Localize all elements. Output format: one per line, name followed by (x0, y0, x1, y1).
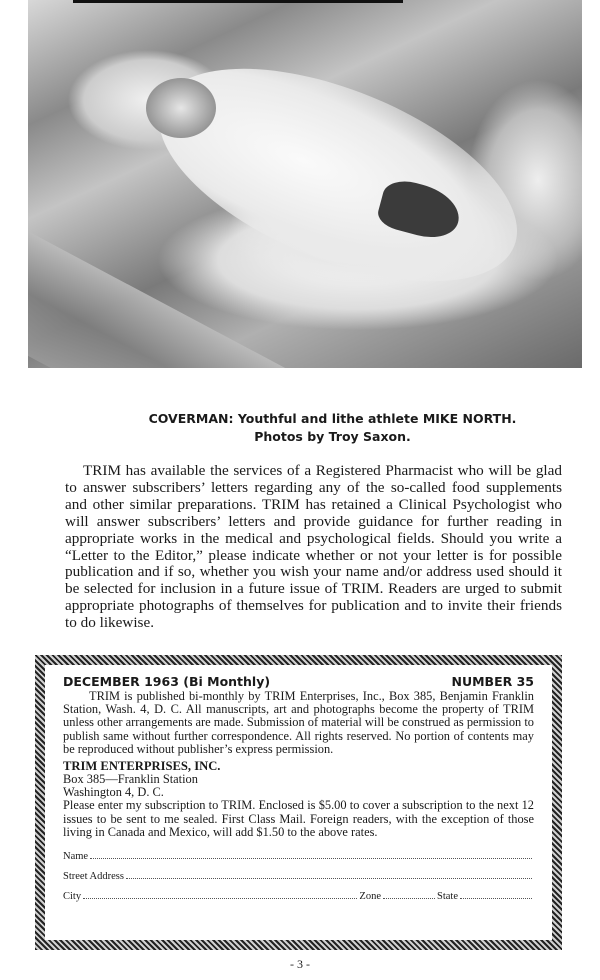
subscription-text: Please enter my subscription to TRIM. Enclosed is $5.00 to cover a subscription to the next 12 issues to be sent to me sealed. First Class Mail. Foreign readers, with the exception of those living in Canada and Mexico, will add $1.50 to the above rates. (63, 798, 534, 839)
issue-date: DECEMBER 1963 (Bi Monthly) (63, 674, 271, 689)
publisher-notice: TRIM is published bi-monthly by TRIM Enterprises, Inc., Box 385, Benjamin Franklin Station, Wash. 4, D. C. All manuscripts, art and photographs become the property of TRIM unless other arrangements are made. Submission of material will be construed as permission to publish same without further correspondence. All rights reserved. No portion of contents may be reproduced without publisher’s express permission. (63, 689, 534, 756)
state-field[interactable] (460, 888, 532, 899)
city-field[interactable] (83, 888, 357, 899)
coverman-photo (28, 0, 582, 368)
street-address-field[interactable] (126, 868, 532, 879)
name-label: Name (63, 851, 89, 863)
street-label: Street Address (63, 871, 124, 883)
subscription-form (63, 847, 534, 907)
address-line-2: Washington 4, D. C. (63, 785, 164, 800)
photo-top-edge (73, 0, 403, 3)
name-row (63, 847, 534, 867)
street-row (63, 867, 534, 887)
photo-model-head (146, 78, 216, 138)
city-row (63, 887, 534, 907)
photo-model-figure (130, 25, 546, 325)
issue-number: NUMBER 35 (451, 674, 534, 689)
issue-header (63, 673, 534, 690)
caption-line-2: Photos by Troy Saxon. (254, 429, 411, 444)
zone-label: Zone (359, 891, 381, 903)
state-label: State (437, 891, 458, 903)
intro-paragraph: TRIM has available the services of a Registered Pharmacist who will be glad to answer subscribers’ letters regarding any of the so-called food supplements and other similar preparations. TRIM has retained a Clinical Psychologist who will answer subscribers’ letters and provide guidance for further reading in appropriate works in the medical and psychological fields. Should you write a “Letter to the Editor,” please indicate whether or not your letter is for possible publication and if so, whether you wish your name and/or address used should it be selected for inclusion in a future issue of TRIM. Readers are urged to submit appropriate photographs of themselves for publication and to invite their friends to do likewise. (65, 462, 562, 632)
caption-line-1: COVERMAN: Youthful and lithe athlete MIKE NORTH. (148, 411, 517, 426)
name-field[interactable] (90, 848, 532, 859)
zone-field[interactable] (383, 888, 435, 899)
photo-caption (0, 410, 600, 446)
company-name: TRIM ENTERPRISES, INC. (63, 759, 221, 774)
address-line-1: Box 385—Franklin Station (63, 772, 198, 787)
subscription-info-box (35, 655, 562, 950)
city-label: City (63, 891, 82, 903)
page-number: - 3 - (290, 957, 310, 971)
